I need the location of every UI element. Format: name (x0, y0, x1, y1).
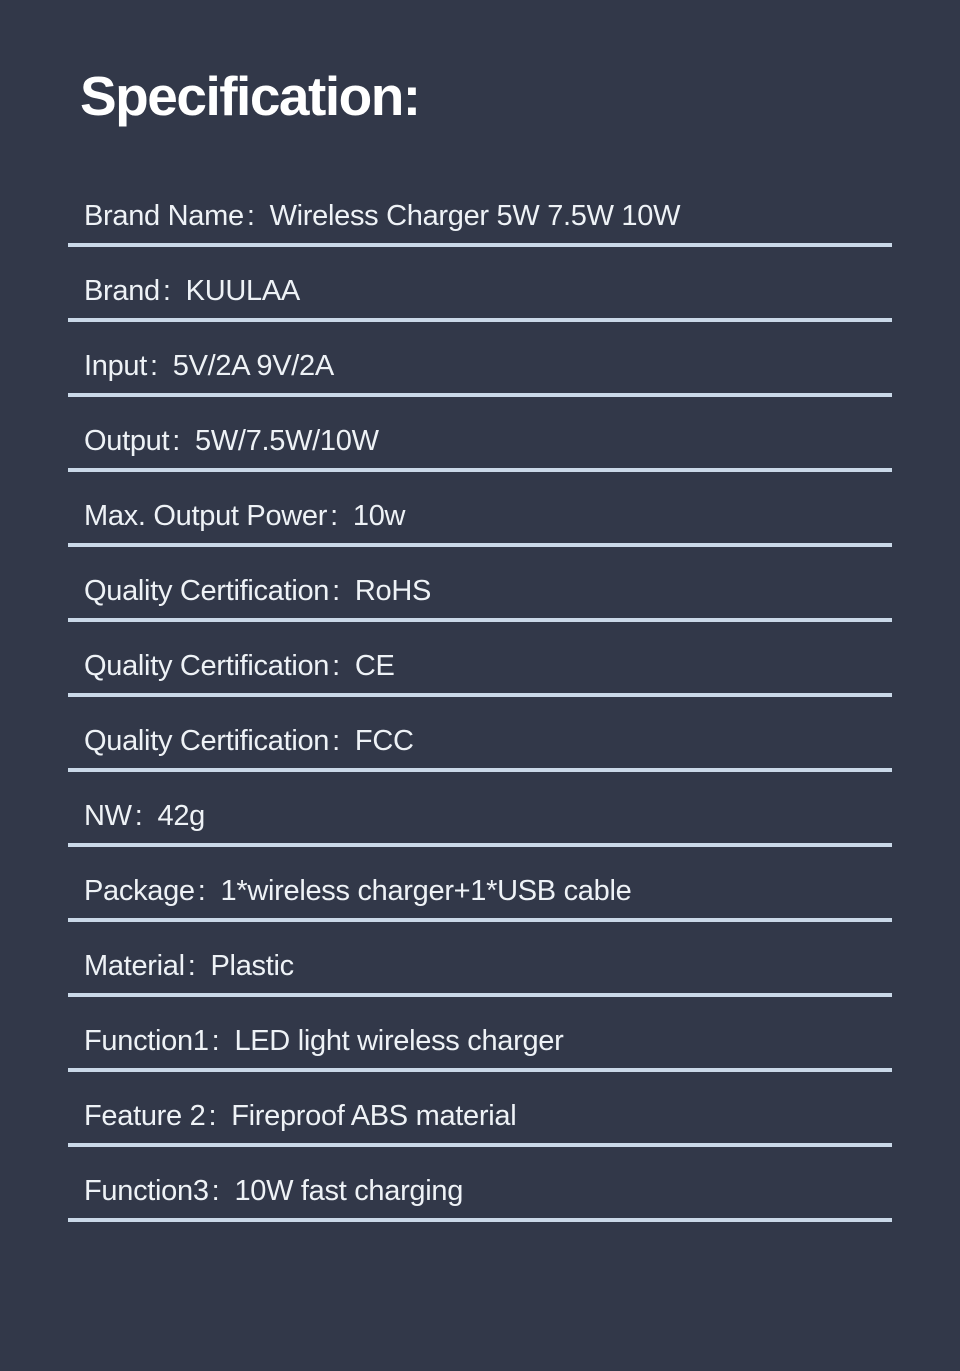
spec-row (68, 547, 892, 622)
spec-label: Max. Output Power (84, 499, 328, 532)
spec-value: 5V/2A 9V/2A (172, 349, 334, 382)
spec-value: 5W/7.5W/10W (195, 424, 379, 457)
spec-value: LED light wireless charger (234, 1024, 564, 1057)
spec-value: 10w (352, 499, 406, 532)
page-title: Specification: (80, 65, 420, 127)
spec-row (68, 397, 892, 472)
spec-row (68, 997, 892, 1072)
spec-value: RoHS (354, 574, 432, 607)
spec-value: Plastic (210, 949, 294, 982)
spec-label: Material (84, 949, 185, 982)
colon-separator: : (211, 1024, 220, 1057)
spec-label: Output (84, 424, 170, 457)
spec-label: Brand (84, 274, 160, 307)
colon-separator: : (187, 949, 196, 982)
colon-separator: : (208, 1099, 217, 1132)
spec-row (68, 322, 892, 397)
spec-row (68, 622, 892, 697)
colon-separator: : (150, 349, 158, 382)
colon-separator: : (332, 649, 340, 682)
spec-value: Fireproof ABS material (231, 1099, 517, 1132)
spec-label: Function1 (84, 1024, 209, 1057)
spec-row (68, 1147, 892, 1222)
spec-row (68, 772, 892, 847)
spec-row (68, 847, 892, 922)
spec-label: Quality Certification (84, 574, 330, 607)
spec-value: CE (354, 649, 395, 682)
colon-separator: : (211, 1174, 220, 1207)
spec-label: Feature 2 (84, 1099, 206, 1132)
spec-value: KUULAA (185, 274, 300, 307)
spec-value: 10W fast charging (234, 1174, 464, 1207)
colon-separator: : (197, 874, 206, 907)
colon-separator: : (246, 199, 255, 232)
colon-separator: : (330, 499, 338, 532)
spec-row (68, 247, 892, 322)
colon-separator: : (332, 724, 340, 757)
spec-row (68, 922, 892, 997)
colon-separator: : (172, 424, 181, 457)
spec-value: 1*wireless charger+1*USB cable (220, 874, 632, 907)
spec-list (68, 172, 892, 1222)
spec-row (68, 172, 892, 247)
spec-label: Input (84, 349, 147, 382)
spec-row (68, 472, 892, 547)
spec-row (68, 1072, 892, 1147)
colon-separator: : (332, 574, 340, 607)
spec-label: NW (84, 799, 132, 832)
spec-value: Wireless Charger 5W 7.5W 10W (269, 199, 681, 232)
spec-row (68, 697, 892, 772)
spec-label: Quality Certification (84, 724, 330, 757)
spec-value: 42g (157, 799, 205, 832)
spec-label: Package (84, 874, 195, 907)
spec-value: FCC (354, 724, 414, 757)
spec-label: Function3 (84, 1174, 209, 1207)
colon-separator: : (162, 274, 171, 307)
spec-label: Brand Name (84, 199, 244, 232)
colon-separator: : (134, 799, 143, 832)
spec-label: Quality Certification (84, 649, 330, 682)
